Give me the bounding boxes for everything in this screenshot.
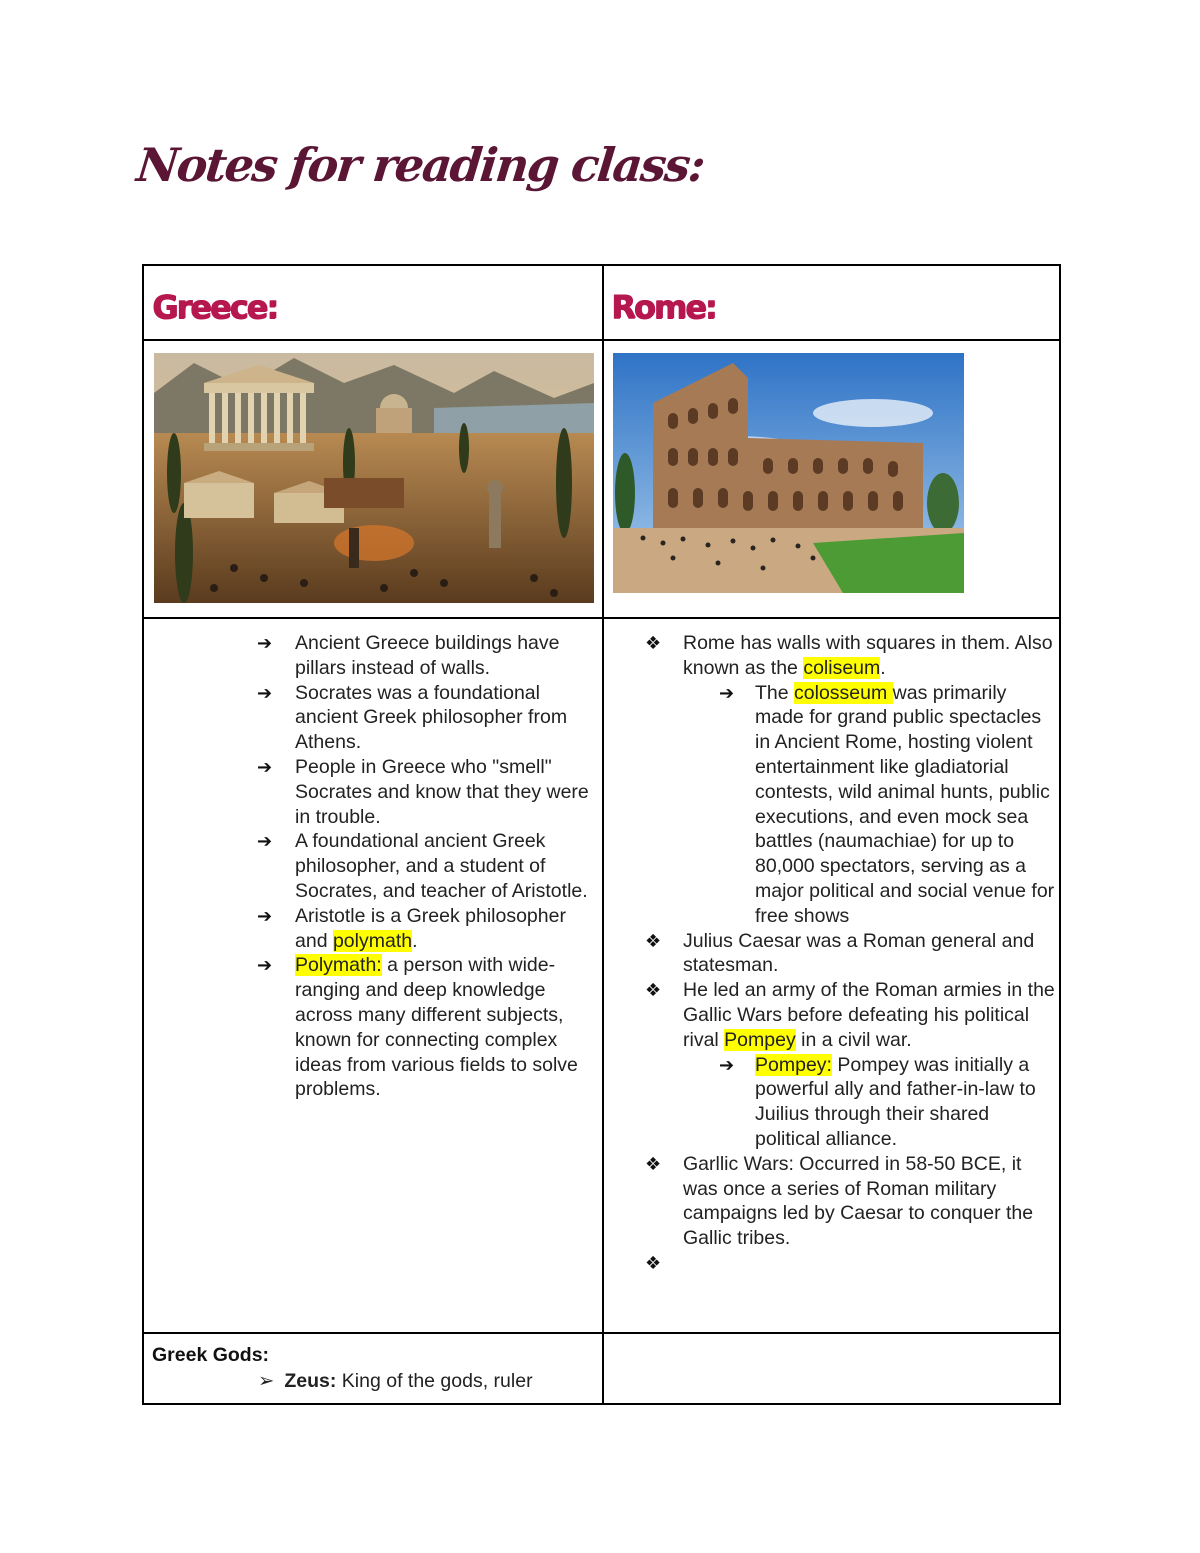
diamond-bullet-icon: ❖ xyxy=(645,633,662,653)
list-item: ❖ He led an army of the Roman armies in the Gallic Wars before defeating his political rival Pompey in a civil war. ➔ Pompey: Pompey was initially a powerful ally and father-in-law to Juilius through their shared political alliance. xyxy=(645,979,1055,1150)
highlight-pompey-term: Pompey: xyxy=(755,1053,832,1076)
god-name: Zeus: xyxy=(284,1370,337,1392)
diamond-bullet-icon: ❖ xyxy=(645,930,662,951)
greece-heading: Greece: xyxy=(152,288,277,326)
greek-gods-heading: Greek Gods: xyxy=(152,1344,270,1366)
row-divider xyxy=(144,339,1059,341)
diamond-bullet-icon: ❖ xyxy=(645,980,662,1001)
arrow-bullet-icon: ➔ xyxy=(257,682,273,703)
arrow-bullet-icon: ➔ xyxy=(719,1054,735,1075)
list-item: ➔ A foundational ancient Greek philosopher, and a student of Socrates, and teacher of Aristotle. xyxy=(257,830,588,902)
god-description: King of the gods, ruler xyxy=(336,1370,533,1392)
arrow-bullet-icon: ➔ xyxy=(257,633,273,653)
list-item: ➔ Ancient Greece buildings have pillars instead of walls. xyxy=(257,632,560,679)
arrow-bullet-icon: ➔ xyxy=(257,955,273,976)
arrow-bullet-icon: ➔ xyxy=(257,831,273,852)
list-item: ❖ Garllic Wars: Occurred in 58-50 BCE, it was once a series of Roman military campaigns led by Caesar to conquer the Gallic tribes. xyxy=(645,1152,1034,1250)
greek-gods-cell xyxy=(144,1334,602,1404)
highlight-colosseum: colosseum xyxy=(794,681,893,704)
rome-heading: Rome: xyxy=(611,288,716,326)
list-item: ➔ Polymath: a person with wide-ranging and deep knowledge across many different subjects, known for connecting complex ideas from various fields to solve problems. xyxy=(257,954,578,1101)
colosseum-image xyxy=(613,353,964,593)
rome-notes-list xyxy=(645,631,1055,1276)
greece-notes-list xyxy=(257,631,597,1102)
list-item: ❖ Julius Caesar was a Roman general and statesman. xyxy=(645,929,1035,977)
list-item: ➔ Socrates was a foundational ancient Greek philosopher from Athens. xyxy=(257,681,568,754)
greece-city-image xyxy=(154,353,594,603)
arrow-bullet-icon: ➔ xyxy=(257,905,273,926)
highlight-coliseum: coliseum xyxy=(803,656,881,679)
arrow-bullet-icon: ➔ xyxy=(257,756,273,777)
list-item: ➔ The colosseum was primarily made for grand public spectacles in Ancient Rome, hosting violent entertainment like gladiatorial contests, wild animal hunts, public executions, and even mock sea battles (naumachiae) for up to 80,000 spectators, serving as a major political and social venue for free shows xyxy=(719,681,1055,927)
list-item: ➔ People in Greece who "smell" Socrates and know that they were in trouble. xyxy=(257,755,589,828)
highlight-polymath-term: Polymath: xyxy=(295,954,382,977)
highlight-polymath: polymath xyxy=(332,929,413,952)
list-item xyxy=(645,1251,1055,1276)
arrow-bullet-icon: ➔ xyxy=(719,682,735,703)
chevron-bullet-icon: ➢ xyxy=(258,1370,275,1392)
column-divider xyxy=(602,266,604,1403)
list-item: ➔ Aristotle is a Greek philosopher and polymath. xyxy=(257,904,566,952)
list-item: ➔ Pompey: Pompey was initially a powerful ally and father-in-law to Juilius through their shared political alliance. xyxy=(719,1053,1036,1150)
row-divider xyxy=(144,617,1059,619)
page-title: Notes for reading class: xyxy=(134,138,707,192)
diamond-bullet-icon: ❖ xyxy=(645,1252,662,1273)
diamond-bullet-icon: ❖ xyxy=(645,1153,662,1174)
list-item xyxy=(258,1369,533,1393)
list-item: ❖ Rome has walls with squares in them. Also known as the coliseum. ➔ The colosseum was primarily made for grand public spectacles in Ancient Rome, hosting violent entertainment like gladiatorial contests, wild animal hunts, public executions, and even mock sea battles (naumachiae) for up to 80,000 spectators, serving as a major political and social venue for free shows xyxy=(645,632,1055,927)
highlight-pompey: Pompey xyxy=(724,1028,796,1051)
notes-table xyxy=(142,264,1061,1405)
